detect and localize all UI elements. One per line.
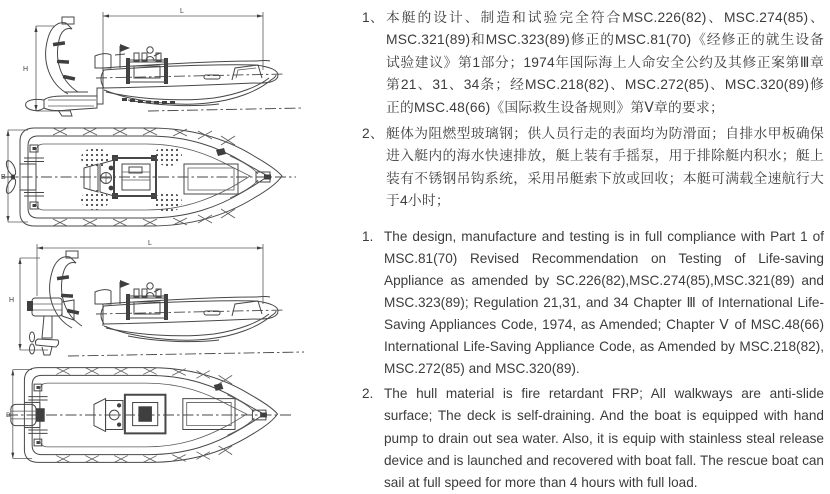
note-en-2 bbox=[362, 383, 824, 493]
outboard-motor bbox=[27, 298, 74, 355]
notes-column bbox=[362, 7, 824, 494]
deck-equipment bbox=[95, 280, 262, 320]
note-number: 2、 bbox=[362, 126, 384, 142]
length-dim-label: L bbox=[148, 240, 152, 247]
antislip-pads bbox=[81, 146, 182, 212]
height-dim-label: H bbox=[23, 66, 29, 73]
height-dim-label: H bbox=[9, 297, 15, 304]
note-cn-2 bbox=[362, 123, 824, 213]
beam-dim-label: B bbox=[1, 174, 6, 181]
note-number: 1. bbox=[362, 228, 374, 244]
note-text: 艇体为阻燃型玻璃钢；供人员行走的表面均为防滑面；自排水甲板确保进入艇内的海水快速排放，艇上装有手摇泵，用于排除艇内积水；艇上装有不锈钢吊钩系统，采用吊艇索下放或回收；本艇可满载全速航行大于4小时； bbox=[386, 126, 824, 209]
bow-locker bbox=[184, 164, 238, 194]
waterline bbox=[148, 108, 304, 111]
intake-grate bbox=[122, 98, 175, 104]
plan-view-outboard-drawing bbox=[0, 358, 300, 472]
deck-equipment bbox=[95, 44, 262, 84]
side-view-inboard-drawing bbox=[8, 4, 308, 118]
bow-locker bbox=[183, 399, 235, 430]
hull-profile bbox=[96, 296, 284, 341]
note-text: The design, manufacture and testing is in full compliance with Part 1 of MSC.81(70) Revised Recommendation on Testing of Life-saving Appliance as amended by SC.226(82),MSC.274(85),MSC.321(89) and MSC.323(89); Regulation 21,31, and 34 Chapter Ⅲ of International Life-Saving Appliances Code, 1974, as Amended; Chapter Ⅴ of MSC.48(66) International Life-Saving Appliance Code, as Amended by MSC.218(82), MSC.272(85) and MSC.320(89). bbox=[384, 228, 824, 377]
note-number: 1、 bbox=[362, 10, 384, 25]
beam-dim-label: B bbox=[6, 411, 11, 419]
note-text: The hull material is fire retardant FRP; All walkways are anti-slide surface; The deck is self-draining. And the boat is equipped with hand pump to drain out sea water. Also, it is equip with stainless steal release device and is launched and recovered with boat fall. The rescue boat can sail at full speed for more than 4 hours with full load. bbox=[384, 386, 824, 490]
note-cn-1 bbox=[362, 7, 824, 119]
hull-profile bbox=[96, 60, 284, 105]
note-en-1 bbox=[362, 226, 824, 381]
dimension-beam bbox=[6, 370, 32, 459]
seat-box bbox=[125, 395, 166, 434]
waterline bbox=[68, 352, 304, 356]
side-view-outboard-drawing bbox=[8, 238, 308, 360]
plan-view-inboard-drawing bbox=[0, 118, 300, 236]
drawings-column bbox=[0, 0, 355, 475]
note-number: 2. bbox=[362, 386, 374, 402]
note-text: 本艇的设计、制造和试验完全符合MSC.226(82)、MSC.274(85)、MSC.321(89)和MSC.323(89)修正的MSC.81(70)《经修正的就生设备试验建议》第1部分；1974年国际海上人命安全公约及其修正案第Ⅲ章第21、31、34条；经MSC.218(82)、MSC.272(85)、MSC.320(89)修正的MSC.48(66)《国际救生设备规则》第Ⅴ章的要求； bbox=[386, 10, 824, 115]
length-dim-label: L bbox=[180, 8, 184, 15]
stern-arch bbox=[46, 17, 88, 94]
